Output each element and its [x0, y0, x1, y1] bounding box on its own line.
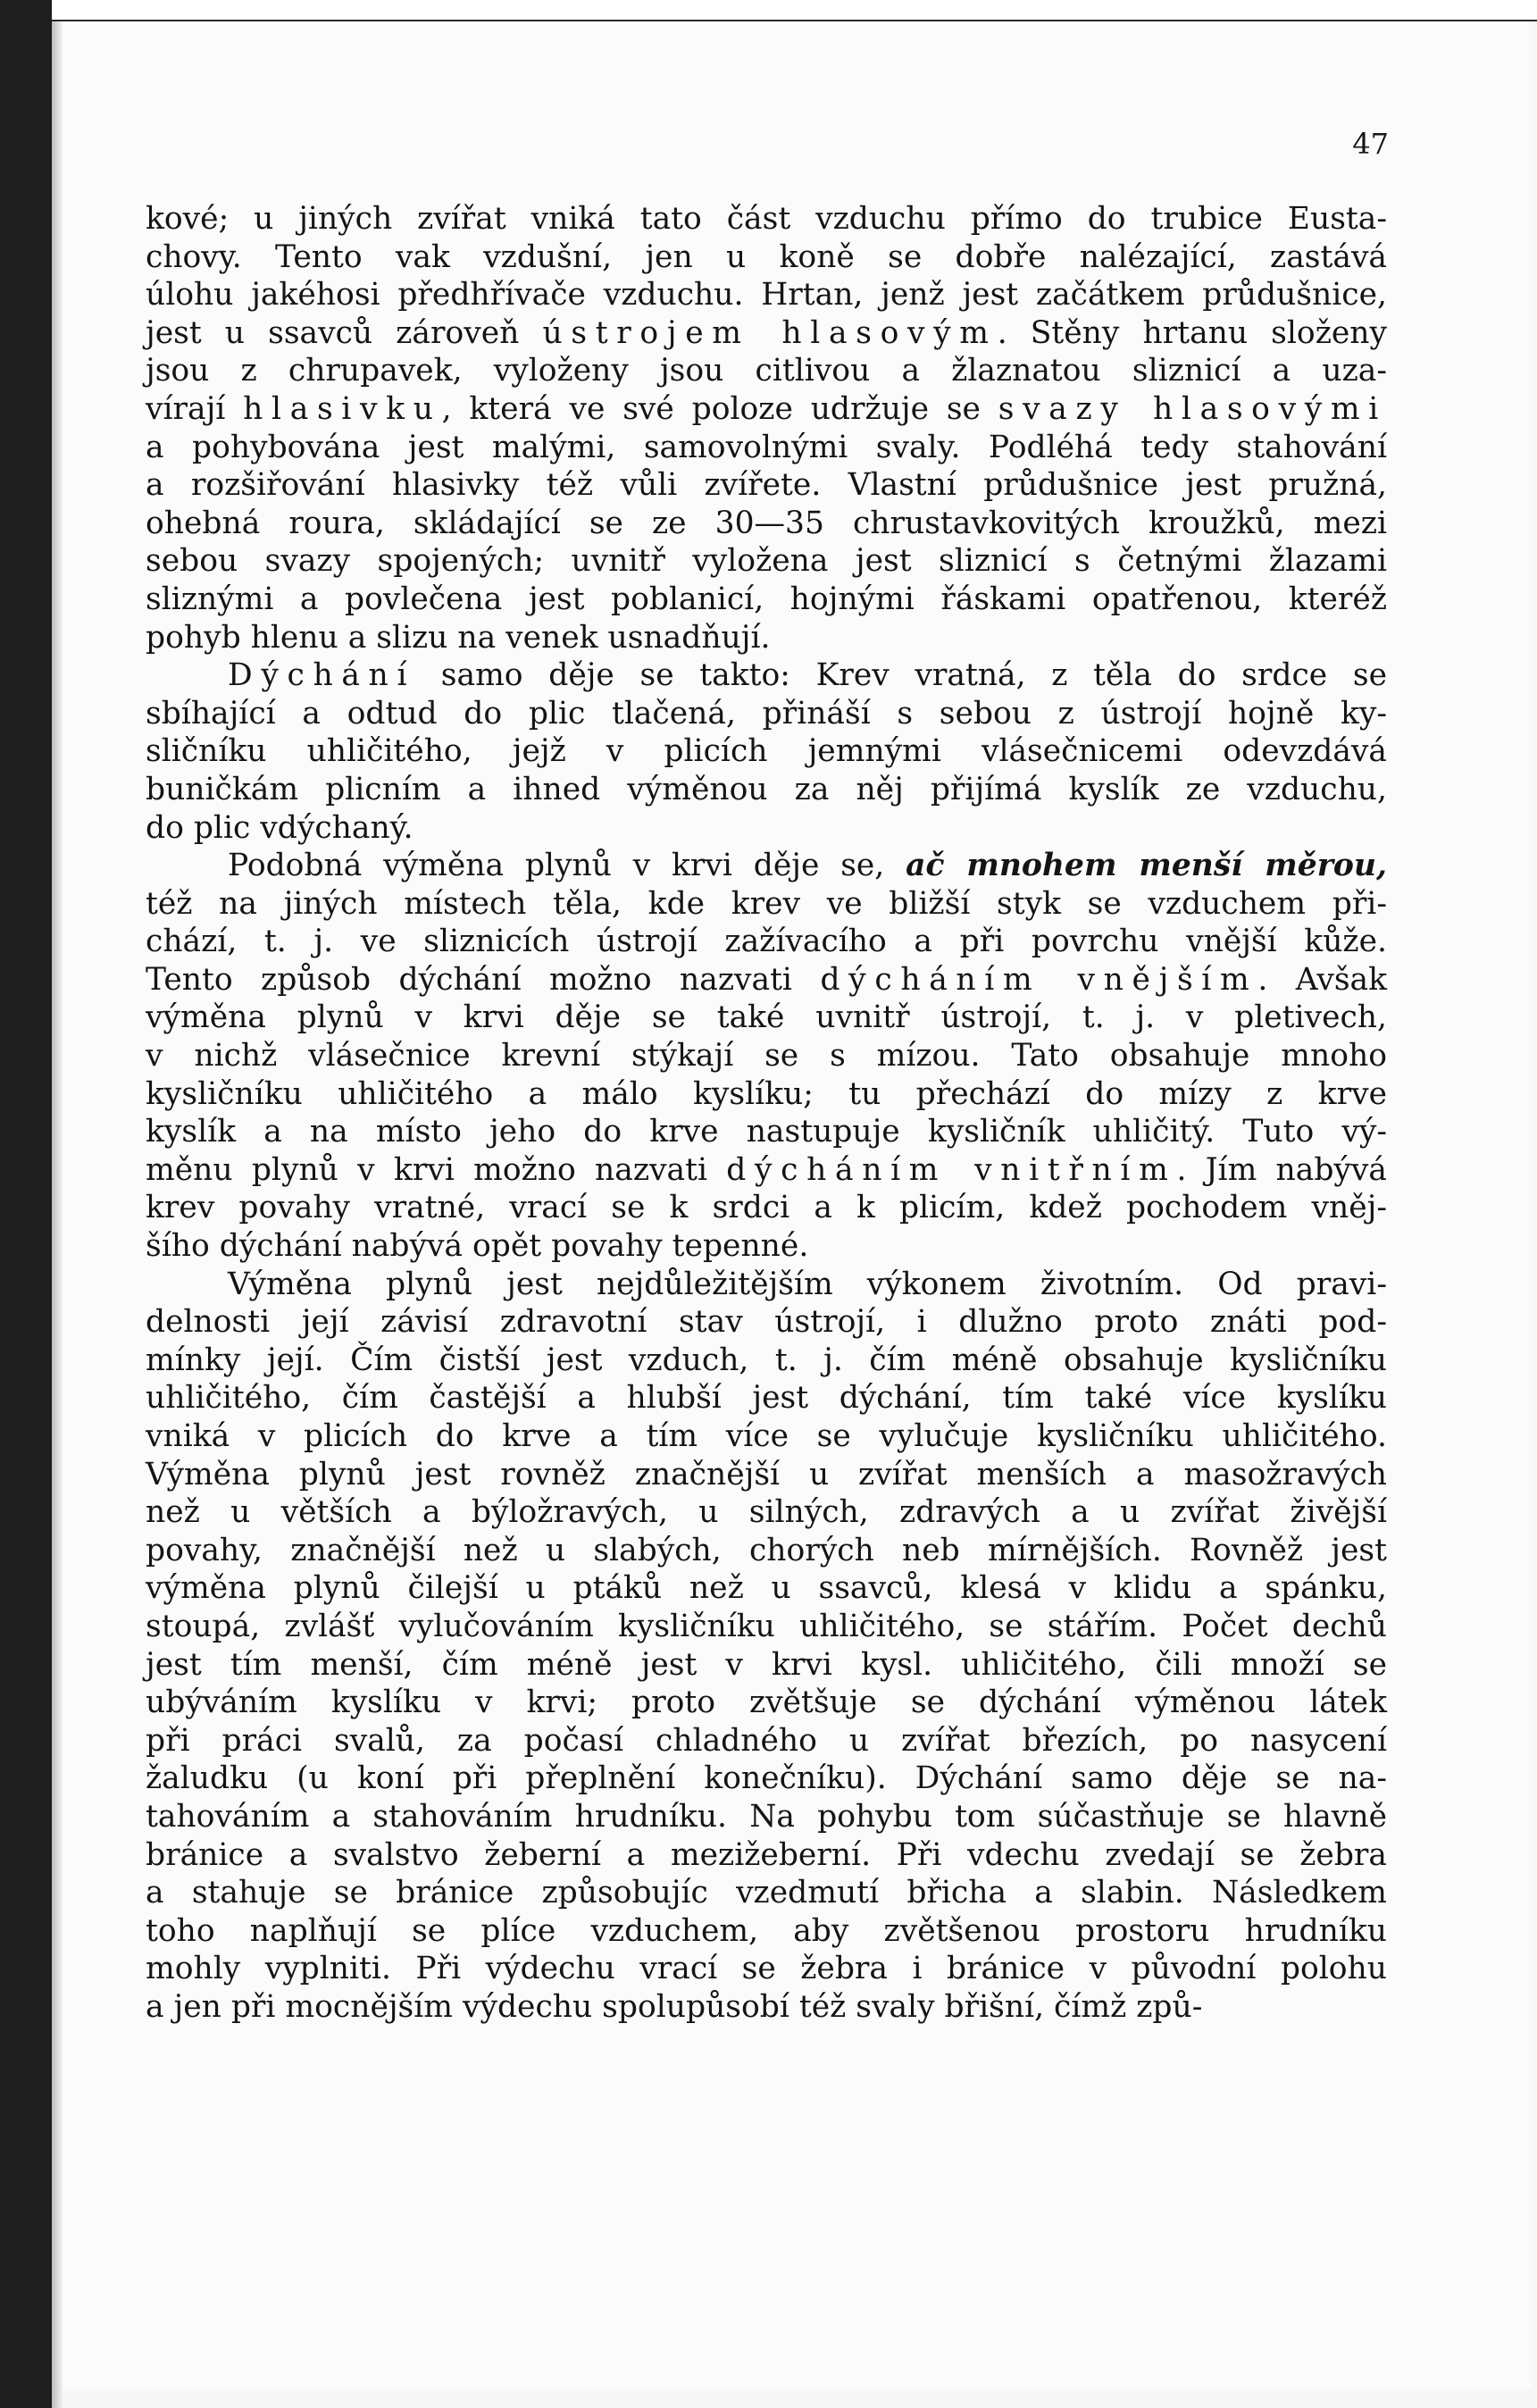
text-run: vniká v plicích do krve a tím více se vylučuje kysličníku uhličitého. — [146, 1418, 1387, 1454]
text-line — [146, 1912, 1387, 1951]
page-number: 47 — [1352, 127, 1389, 161]
text-line — [146, 429, 1387, 467]
text-run: mohly vyplniti. Při výdechu vrací se žebra i bránice v původní polohu — [146, 1951, 1387, 1987]
text-line — [146, 238, 1387, 277]
text-line — [146, 1303, 1387, 1342]
paragraph — [146, 200, 1387, 656]
text-line — [146, 1075, 1387, 1114]
text-run: jest tím menší, čím méně jest v krvi kysl. uhličitého, čili množí se — [146, 1646, 1387, 1683]
text-run: samo děje se takto: Krev vratná, z těla do srdce se — [415, 657, 1387, 694]
spaced-emphasis: hlasivku — [243, 390, 442, 427]
text-line — [146, 1417, 1387, 1456]
spaced-emphasis: dýcháním vnějším — [820, 961, 1258, 998]
text-line — [146, 1646, 1387, 1685]
text-run: a pohybována jest malými, samovolnými svaly. Podléhá tedy stahování — [146, 429, 1387, 465]
text-run: bránice a svalstvo žeberní a mezižeberní. Při vdechu zvedají se žebra — [146, 1836, 1387, 1873]
text-line — [146, 695, 1387, 733]
text-run: úlohu jakéhosi předhřívače vzduchu. Hrtan, jenž jest začátkem průdušnice, — [146, 277, 1387, 314]
text-line — [146, 352, 1387, 390]
text-run: buničkám plicním a ihned výměnou za něj přijímá kyslík ze vzduchu, — [146, 771, 1387, 807]
text-run: jsou z chrupavek, vyloženy jsou citlivou a žlaznatou sliznicí a uza- — [146, 353, 1387, 389]
text-run: jest u ssavců zároveň — [146, 314, 543, 351]
text-line — [146, 1113, 1387, 1151]
text-line — [146, 1722, 1387, 1760]
text-line — [146, 200, 1387, 238]
text-run: , která ve své poloze udržuje se — [441, 390, 998, 427]
text-run: sbíhající a odtud do plic tlačená, přináší s sebou z ústrojí hojně ky- — [146, 695, 1387, 732]
text-run: . Jím nabývá — [1176, 1151, 1387, 1188]
text-run: výměna plynů čilejší u ptáků než u ssavců, klesá v klidu a spánku, — [146, 1570, 1387, 1607]
text-line — [146, 809, 1387, 848]
text-line — [146, 732, 1387, 771]
text-line — [146, 390, 1387, 429]
spaced-emphasis: svazy hlasovými — [998, 390, 1387, 427]
text-line — [146, 466, 1387, 505]
paragraph — [146, 1266, 1387, 2027]
text-line — [146, 1608, 1387, 1646]
text-run: Výměna plynů jest nejdůležitějším výkonem životním. Od pravi- — [228, 1266, 1387, 1302]
text-run: pohyb hlenu a slizu na venek usnadňují. — [146, 619, 771, 656]
spaced-emphasis: dýcháním vnitřním — [726, 1151, 1177, 1188]
text-run: Výměna plynů jest rovněž značnější u zvířat menších a masožravých — [146, 1456, 1387, 1492]
text-run: žaludku (u koní při přeplnění konečníku). Dýchání samo děje se na- — [146, 1760, 1387, 1797]
text-run: tahováním a stahováním hrudníku. Na pohybu tom súčastňuje se hlavně — [146, 1798, 1387, 1835]
text-line — [146, 1950, 1387, 1988]
text-line — [146, 276, 1387, 314]
text-line — [146, 923, 1387, 961]
text-run: sebou svazy spojených; uvnitř vyložena jest sliznicí s četnými žlazami — [146, 543, 1387, 580]
text-run: . Stěny hrtanu složeny — [997, 314, 1387, 351]
text-run: než u větších a býložravých, u silných, zdravých a u zvířat živější — [146, 1494, 1387, 1531]
text-line — [146, 656, 1387, 695]
text-line — [146, 1874, 1387, 1912]
text-line — [146, 1227, 1387, 1266]
text-line — [146, 1037, 1387, 1075]
scan-top-edge — [52, 0, 1537, 21]
text-run: kyslík a na místo jeho do krve nastupuje kysličník uhličitý. Tuto vý- — [146, 1114, 1387, 1150]
text-run: . Avšak — [1257, 961, 1387, 998]
text-line — [146, 1798, 1387, 1836]
text-run: vírají — [146, 390, 244, 427]
text-run: kysličníku uhličitého a málo kyslíku; tu přechází do mízy z krve — [146, 1075, 1387, 1112]
text-run: sliznými a povlečena jest poblanicí, hojnými řáskami opatřenou, kteréž — [146, 581, 1387, 617]
text-run: výměna plynů v krvi děje se také uvnitř ústrojí, t. j. v pletivech, — [146, 999, 1387, 1036]
text-run: mínky její. Čím čistší jest vzduch, t. j. čím méně obsahuje kysličníku — [146, 1342, 1387, 1378]
text-run: toho naplňují se plíce vzduchem, aby zvětšenou prostoru hrudníku — [146, 1912, 1387, 1949]
text-line — [146, 1266, 1387, 1304]
text-line — [146, 1189, 1387, 1227]
text-run: šího dýchání nabývá opět povahy tepenné. — [146, 1228, 809, 1265]
text-line — [146, 1151, 1387, 1190]
text-run: a jen při mocnějším výdechu spolupůsobí též svaly břišní, čímž způ- — [146, 1988, 1203, 2025]
text-run: ohebná roura, skládající se ze 30—35 chrustavkovitých kroužků, mezi — [146, 505, 1387, 541]
text-line — [146, 961, 1387, 999]
text-run: stoupá, zvlášť vylučováním kysličníku uhličitého, se stářím. Počet dechů — [146, 1608, 1387, 1644]
text-line — [146, 1493, 1387, 1532]
text-run: uhličitého, čím častější a hlubší jest dýchání, tím také více kyslíku — [146, 1380, 1387, 1417]
scan-page-edge — [52, 0, 63, 2408]
text-line — [146, 505, 1387, 543]
text-line — [146, 1456, 1387, 1494]
text-run: při práci svalů, za počasí chladného u zvířat březích, po nasycení — [146, 1722, 1387, 1759]
book-page — [63, 21, 1532, 2388]
text-line — [146, 847, 1387, 885]
text-run: měnu plynů v krvi možno nazvati — [146, 1151, 727, 1188]
scan-binding-shadow — [0, 0, 52, 2408]
text-run: též na jiných místech těla, kde krev ve bližší styk se vzduchem při- — [146, 885, 1387, 922]
text-run: krev povahy vratné, vrací se k srdci a k plicím, kdež pochodem vněj- — [146, 1190, 1387, 1226]
spaced-emphasis: ústrojem hlasovým — [542, 314, 998, 351]
text-run: chovy. Tento vak vzdušní, jen u koně se dobře nalézající, zastává — [146, 238, 1387, 275]
text-run: kové; u jiných zvířat vniká tato část vzduchu přímo do trubice Eusta- — [146, 201, 1387, 237]
paragraph — [146, 656, 1387, 847]
text-run: povahy, značnější než u slabých, chorých neb mírnějších. Rovněž jest — [146, 1532, 1387, 1568]
text-line — [146, 314, 1387, 353]
spaced-emphasis: Dýchání — [228, 657, 416, 694]
text-line — [146, 1569, 1387, 1608]
text-run: sličníku uhličitého, jejž v plicích jemnými vlásečnicemi odevzdává — [146, 733, 1387, 770]
text-line — [146, 1684, 1387, 1722]
text-run: v nichž vlásečnice krevní stýkají se s mízou. Tato obsahuje mnoho — [146, 1038, 1387, 1074]
text-run: a stahuje se bránice způsobujíc vzedmutí břicha a slabin. Následkem — [146, 1875, 1387, 1911]
text-line — [146, 1379, 1387, 1417]
text-line — [146, 581, 1387, 619]
text-run: Podobná výměna plynů v krvi děje se, — [228, 848, 906, 884]
body-text — [146, 200, 1387, 2027]
text-line — [146, 1760, 1387, 1798]
italic-emphasis: ač mnohem menší měrou, — [906, 848, 1387, 884]
text-line — [146, 1836, 1387, 1875]
text-run: delnosti její závisí zdravotní stav ústrojí, i dlužno proto znáti pod- — [146, 1304, 1387, 1341]
text-run: do plic vdýchaný. — [146, 809, 413, 846]
text-run: ubýváním kyslíku v krvi; proto zvětšuje se dýchání výměnou látek — [146, 1685, 1387, 1721]
text-line — [146, 1532, 1387, 1570]
paragraph — [146, 847, 1387, 1266]
text-run: Tento způsob dýchání možno nazvati — [146, 961, 821, 998]
text-line — [146, 619, 1387, 657]
text-line — [146, 885, 1387, 924]
text-line — [146, 1988, 1387, 2027]
text-run: a rozšiřování hlasivky též vůli zvířete. Vlastní průdušnice jest pružná, — [146, 467, 1387, 504]
text-line — [146, 542, 1387, 581]
text-line — [146, 771, 1387, 809]
text-line — [146, 999, 1387, 1037]
text-run: chází, t. j. ve sliznicích ústrojí zažívacího a při povrchu vnější kůže. — [146, 924, 1387, 960]
text-line — [146, 1342, 1387, 1380]
